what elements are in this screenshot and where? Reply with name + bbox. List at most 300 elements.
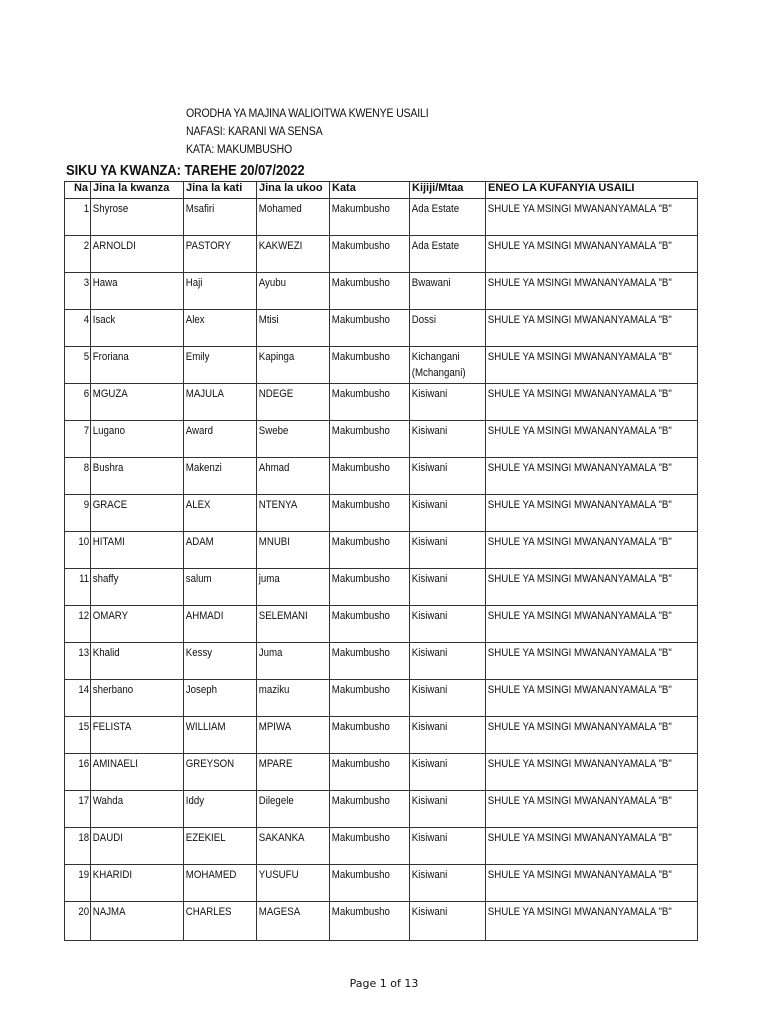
row-number-text: 19 — [78, 869, 90, 881]
ward-text: Makumbusho — [331, 832, 390, 844]
row-number-cell — [65, 606, 91, 643]
village-cell — [410, 569, 486, 606]
village-text: Kisiwani — [411, 573, 448, 585]
interview-venue-text: SHULE YA MSINGI MWANANYAMALA "B" — [487, 832, 672, 844]
first-name-text: sherbano — [92, 684, 134, 696]
row-number-cell — [65, 791, 91, 828]
row-number-text: 2 — [83, 240, 90, 252]
first-name-text: FELISTA — [92, 721, 132, 733]
middle-name-cell — [184, 828, 257, 865]
surname-text: SAKANKA — [258, 832, 305, 844]
row-number-text: 10 — [78, 536, 90, 548]
middle-name-cell — [184, 458, 257, 495]
row-number-cell — [65, 236, 91, 273]
table-row — [65, 199, 698, 236]
interview-venue-text: SHULE YA MSINGI MWANANYAMALA "B" — [487, 240, 672, 252]
candidates-table — [64, 181, 698, 941]
interview-venue-text: SHULE YA MSINGI MWANANYAMALA "B" — [487, 388, 672, 400]
ward-cell — [330, 754, 410, 791]
ward-cell — [330, 532, 410, 569]
first-name-cell — [91, 310, 184, 347]
first-name-cell — [91, 791, 184, 828]
ward-cell — [330, 828, 410, 865]
interview-venue-cell — [486, 310, 698, 347]
ward-text: Makumbusho — [331, 610, 390, 622]
first-name-cell — [91, 199, 184, 236]
village-cell — [410, 754, 486, 791]
village-text: Kisiwani — [411, 869, 448, 881]
first-name-cell — [91, 347, 184, 384]
interview-venue-cell — [486, 865, 698, 902]
row-number-text: 16 — [78, 758, 90, 770]
village-text: Kisiwani — [411, 388, 448, 400]
surname-text: MNUBI — [258, 536, 290, 548]
table-row — [65, 347, 698, 384]
row-number-cell — [65, 532, 91, 569]
village-cell — [410, 384, 486, 421]
row-number-text: 5 — [83, 351, 90, 363]
table-row — [65, 273, 698, 310]
row-number-text: 1 — [83, 203, 90, 215]
ward-cell — [330, 606, 410, 643]
table-header-row — [65, 182, 698, 199]
interview-venue-cell — [486, 828, 698, 865]
row-number-text: 18 — [78, 832, 90, 844]
village-cell — [410, 606, 486, 643]
village-cell — [410, 236, 486, 273]
middle-name-cell — [184, 347, 257, 384]
ward-cell — [330, 310, 410, 347]
surname-cell — [257, 902, 330, 941]
interview-venue-text: SHULE YA MSINGI MWANANYAMALA "B" — [487, 795, 672, 807]
table-row — [65, 717, 698, 754]
table-row — [65, 236, 698, 273]
row-number-cell — [65, 828, 91, 865]
village-cell — [410, 532, 486, 569]
row-number-cell — [65, 347, 91, 384]
first-name-cell — [91, 273, 184, 310]
table-row — [65, 606, 698, 643]
table-row — [65, 791, 698, 828]
table-row — [65, 532, 698, 569]
table-row — [65, 310, 698, 347]
interview-venue-text: SHULE YA MSINGI MWANANYAMALA "B" — [487, 314, 672, 326]
village-cell — [410, 310, 486, 347]
ward-text: Makumbusho — [331, 536, 390, 548]
middle-name-text: ALEX — [185, 499, 211, 511]
interview-venue-text: SHULE YA MSINGI MWANANYAMALA "B" — [487, 647, 672, 659]
interview-venue-text: SHULE YA MSINGI MWANANYAMALA "B" — [487, 758, 672, 770]
surname-text: YUSUFU — [258, 869, 299, 881]
row-number-cell — [65, 458, 91, 495]
interview-venue-cell — [486, 532, 698, 569]
first-name-cell — [91, 680, 184, 717]
first-name-cell — [91, 717, 184, 754]
table-row — [65, 680, 698, 717]
surname-text: Mohamed — [258, 203, 302, 215]
interview-venue-cell — [486, 199, 698, 236]
surname-cell — [257, 717, 330, 754]
table-row — [65, 902, 698, 941]
document-heading: ORODHA YA MAJINA WALIOITWA KWENYE USAILI — [186, 108, 429, 120]
row-number-text: 13 — [78, 647, 90, 659]
interview-venue-text: SHULE YA MSINGI MWANANYAMALA "B" — [487, 425, 672, 437]
surname-text: MAGESA — [258, 906, 301, 918]
village-text: Dossi — [411, 314, 436, 326]
village-cell — [410, 717, 486, 754]
table-row — [65, 754, 698, 791]
interview-venue-text: SHULE YA MSINGI MWANANYAMALA "B" — [487, 536, 672, 548]
row-number-cell — [65, 310, 91, 347]
surname-cell — [257, 606, 330, 643]
village-text: Kisiwani — [411, 795, 448, 807]
village-text: Kisiwani — [411, 499, 448, 511]
middle-name-text: WILLIAM — [185, 721, 226, 733]
village-text: Kisiwani — [411, 684, 448, 696]
interview-venue-cell — [486, 606, 698, 643]
row-number-cell — [65, 384, 91, 421]
ward-cell — [330, 273, 410, 310]
surname-text: maziku — [258, 684, 290, 696]
middle-name-text: PASTORY — [185, 240, 231, 252]
village-text: Kisiwani — [411, 462, 448, 474]
ward-text: Makumbusho — [331, 314, 390, 326]
first-name-cell — [91, 828, 184, 865]
middle-name-text: Iddy — [185, 795, 205, 807]
surname-text: Swebe — [258, 425, 289, 437]
table-row — [65, 828, 698, 865]
middle-name-text: Kessy — [185, 647, 213, 659]
row-number-text: 7 — [83, 425, 90, 437]
position-line: NAFASI: KARANI WA SENSA — [186, 126, 323, 138]
column-header-interview-venue: ENEO LA KUFANYIA USAILI — [486, 182, 698, 199]
middle-name-text: Makenzi — [185, 462, 222, 474]
middle-name-cell — [184, 865, 257, 902]
surname-cell — [257, 458, 330, 495]
village-cell — [410, 199, 486, 236]
interview-venue-cell — [486, 569, 698, 606]
row-number-cell — [65, 902, 91, 941]
first-name-cell — [91, 495, 184, 532]
middle-name-text: Emily — [185, 351, 210, 363]
village-text: Kisiwani — [411, 536, 448, 548]
middle-name-text: MAJULA — [185, 388, 224, 400]
middle-name-text: GREYSON — [185, 758, 235, 770]
village-cell — [410, 421, 486, 458]
row-number-text: 15 — [78, 721, 90, 733]
village-text: Kisiwani — [411, 647, 448, 659]
village-cell — [410, 643, 486, 680]
first-name-text: Shyrose — [92, 203, 129, 215]
row-number-cell — [65, 421, 91, 458]
row-number-text: 8 — [83, 462, 90, 474]
middle-name-cell — [184, 643, 257, 680]
first-name-cell — [91, 458, 184, 495]
row-number-cell — [65, 199, 91, 236]
ward-cell — [330, 458, 410, 495]
village-text: Kichangani (Mchangani) — [411, 351, 466, 379]
first-name-text: Froriana — [92, 351, 129, 363]
ward-text: Makumbusho — [331, 721, 390, 733]
row-number-text: 20 — [78, 906, 90, 918]
middle-name-cell — [184, 495, 257, 532]
village-text: Kisiwani — [411, 906, 448, 918]
interview-venue-text: SHULE YA MSINGI MWANANYAMALA "B" — [487, 721, 672, 733]
middle-name-cell — [184, 532, 257, 569]
interview-venue-text: SHULE YA MSINGI MWANANYAMALA "B" — [487, 610, 672, 622]
row-number-cell — [65, 717, 91, 754]
middle-name-cell — [184, 236, 257, 273]
middle-name-cell — [184, 310, 257, 347]
column-header-na: Na — [65, 182, 91, 199]
surname-cell — [257, 421, 330, 458]
first-name-cell — [91, 643, 184, 680]
middle-name-text: Haji — [185, 277, 203, 289]
middle-name-cell — [184, 791, 257, 828]
ward-text: Makumbusho — [331, 795, 390, 807]
surname-cell — [257, 310, 330, 347]
interview-venue-text: SHULE YA MSINGI MWANANYAMALA "B" — [487, 277, 672, 289]
interview-venue-text: SHULE YA MSINGI MWANANYAMALA "B" — [487, 684, 672, 696]
middle-name-text: MOHAMED — [185, 869, 237, 881]
surname-text: MPIWA — [258, 721, 292, 733]
ward-text: Makumbusho — [331, 647, 390, 659]
interview-venue-text: SHULE YA MSINGI MWANANYAMALA "B" — [487, 906, 672, 918]
surname-text: KAKWEZI — [258, 240, 303, 252]
ward-text: Makumbusho — [331, 277, 390, 289]
ward-text: Makumbusho — [331, 351, 390, 363]
ward-text: Makumbusho — [331, 388, 390, 400]
ward-text: Makumbusho — [331, 425, 390, 437]
first-name-text: HITAMI — [92, 536, 125, 548]
ward-text: Makumbusho — [331, 240, 390, 252]
table-row — [65, 421, 698, 458]
row-number-text: 6 — [83, 388, 90, 400]
interview-venue-cell — [486, 791, 698, 828]
village-text: Ada Estate — [411, 240, 460, 252]
ward-text: Makumbusho — [331, 499, 390, 511]
table-row — [65, 865, 698, 902]
surname-text: SELEMANI — [258, 610, 308, 622]
first-name-cell — [91, 384, 184, 421]
interview-venue-cell — [486, 384, 698, 421]
surname-cell — [257, 273, 330, 310]
village-cell — [410, 495, 486, 532]
row-number-text: 12 — [78, 610, 90, 622]
first-name-cell — [91, 902, 184, 941]
village-text: Kisiwani — [411, 610, 448, 622]
village-text: Ada Estate — [411, 203, 460, 215]
village-cell — [410, 458, 486, 495]
surname-cell — [257, 347, 330, 384]
surname-text: Kapinga — [258, 351, 295, 363]
surname-text: Ahmad — [258, 462, 290, 474]
table-row — [65, 643, 698, 680]
middle-name-cell — [184, 569, 257, 606]
day-title: SIKU YA KWANZA: TAREHE 20/07/2022 — [66, 163, 305, 179]
middle-name-text: CHARLES — [185, 906, 232, 918]
middle-name-cell — [184, 717, 257, 754]
surname-cell — [257, 754, 330, 791]
village-cell — [410, 791, 486, 828]
village-text: Bwawani — [411, 277, 451, 289]
surname-text: NDEGE — [258, 388, 294, 400]
first-name-cell — [91, 532, 184, 569]
row-number-cell — [65, 643, 91, 680]
surname-text: Mtisi — [258, 314, 279, 326]
row-number-text: 14 — [78, 684, 90, 696]
surname-text: juma — [258, 573, 280, 585]
middle-name-cell — [184, 199, 257, 236]
village-cell — [410, 828, 486, 865]
first-name-text: Lugano — [92, 425, 126, 437]
table-row — [65, 569, 698, 606]
first-name-cell — [91, 569, 184, 606]
first-name-text: ARNOLDI — [92, 240, 136, 252]
ward-text: Makumbusho — [331, 906, 390, 918]
middle-name-cell — [184, 606, 257, 643]
surname-cell — [257, 680, 330, 717]
row-number-text: 17 — [78, 795, 90, 807]
middle-name-cell — [184, 680, 257, 717]
first-name-text: Bushra — [92, 462, 124, 474]
surname-cell — [257, 384, 330, 421]
interview-venue-text: SHULE YA MSINGI MWANANYAMALA "B" — [487, 573, 672, 585]
table-row — [65, 495, 698, 532]
row-number-cell — [65, 273, 91, 310]
surname-text: Juma — [258, 647, 283, 659]
interview-venue-cell — [486, 421, 698, 458]
surname-cell — [257, 236, 330, 273]
ward-text: Makumbusho — [331, 462, 390, 474]
ward-cell — [330, 791, 410, 828]
village-cell — [410, 347, 486, 384]
ward-cell — [330, 495, 410, 532]
first-name-text: Hawa — [92, 277, 118, 289]
row-number-cell — [65, 865, 91, 902]
middle-name-text: Joseph — [185, 684, 217, 696]
ward-cell — [330, 643, 410, 680]
interview-venue-cell — [486, 458, 698, 495]
village-cell — [410, 273, 486, 310]
ward-text: Makumbusho — [331, 869, 390, 881]
interview-venue-cell — [486, 680, 698, 717]
ward-cell — [330, 717, 410, 754]
ward-cell — [330, 680, 410, 717]
interview-venue-cell — [486, 643, 698, 680]
ward-text: Makumbusho — [331, 684, 390, 696]
interview-venue-text: SHULE YA MSINGI MWANANYAMALA "B" — [487, 203, 672, 215]
row-number-cell — [65, 495, 91, 532]
surname-text: Dilegele — [258, 795, 294, 807]
village-cell — [410, 865, 486, 902]
first-name-text: MGUZA — [92, 388, 128, 400]
surname-cell — [257, 865, 330, 902]
interview-venue-cell — [486, 273, 698, 310]
first-name-text: DAUDI — [92, 832, 123, 844]
first-name-cell — [91, 606, 184, 643]
table-row — [65, 458, 698, 495]
middle-name-cell — [184, 421, 257, 458]
ward-cell — [330, 384, 410, 421]
interview-venue-cell — [486, 902, 698, 941]
interview-venue-text: SHULE YA MSINGI MWANANYAMALA "B" — [487, 499, 672, 511]
column-header-first-name: Jina la kwanza — [91, 182, 184, 199]
row-number-text: 4 — [83, 314, 90, 326]
middle-name-cell — [184, 754, 257, 791]
ward-cell — [330, 865, 410, 902]
first-name-text: OMARY — [92, 610, 129, 622]
surname-cell — [257, 569, 330, 606]
ward-text: Makumbusho — [331, 573, 390, 585]
middle-name-text: ADAM — [185, 536, 214, 548]
first-name-text: GRACE — [92, 499, 128, 511]
first-name-cell — [91, 754, 184, 791]
table-row — [65, 384, 698, 421]
village-text: Kisiwani — [411, 721, 448, 733]
ward-text: Makumbusho — [331, 203, 390, 215]
surname-cell — [257, 828, 330, 865]
row-number-cell — [65, 754, 91, 791]
first-name-cell — [91, 865, 184, 902]
interview-venue-text: SHULE YA MSINGI MWANANYAMALA "B" — [487, 869, 672, 881]
ward-cell — [330, 199, 410, 236]
interview-venue-cell — [486, 236, 698, 273]
surname-text: Ayubu — [258, 277, 287, 289]
row-number-text: 11 — [79, 573, 90, 585]
ward-cell — [330, 421, 410, 458]
middle-name-text: salum — [185, 573, 212, 585]
first-name-text: KHARIDI — [92, 869, 133, 881]
middle-name-text: Alex — [185, 314, 205, 326]
middle-name-text: Award — [185, 425, 214, 437]
village-cell — [410, 902, 486, 941]
middle-name-text: EZEKIEL — [185, 832, 226, 844]
village-text: Kisiwani — [411, 832, 448, 844]
first-name-cell — [91, 236, 184, 273]
first-name-text: shaffy — [92, 573, 119, 585]
ward-cell — [330, 347, 410, 384]
surname-cell — [257, 643, 330, 680]
ward-cell — [330, 902, 410, 941]
surname-text: NTENYA — [258, 499, 298, 511]
ward-cell — [330, 236, 410, 273]
middle-name-text: AHMADI — [185, 610, 224, 622]
first-name-text: AMINAELI — [92, 758, 138, 770]
village-text: Kisiwani — [411, 425, 448, 437]
row-number-cell — [65, 569, 91, 606]
row-number-cell — [65, 680, 91, 717]
middle-name-cell — [184, 384, 257, 421]
first-name-text: Wahda — [92, 795, 124, 807]
page-number: Page 1 of 13 — [349, 977, 419, 990]
column-header-ward: Kata — [330, 182, 410, 199]
first-name-text: Isack — [92, 314, 116, 326]
column-header-village: Kijiji/Mtaa — [410, 182, 486, 199]
surname-cell — [257, 791, 330, 828]
column-header-surname: Jina la ukoo — [257, 182, 330, 199]
interview-venue-cell — [486, 717, 698, 754]
interview-venue-cell — [486, 495, 698, 532]
middle-name-text: Msafiri — [185, 203, 215, 215]
first-name-text: Khalid — [92, 647, 120, 659]
first-name-text: NAJMA — [92, 906, 126, 918]
village-text: Kisiwani — [411, 758, 448, 770]
ward-text: Makumbusho — [331, 758, 390, 770]
row-number-text: 3 — [83, 277, 90, 289]
middle-name-cell — [184, 273, 257, 310]
table-body — [65, 199, 698, 941]
